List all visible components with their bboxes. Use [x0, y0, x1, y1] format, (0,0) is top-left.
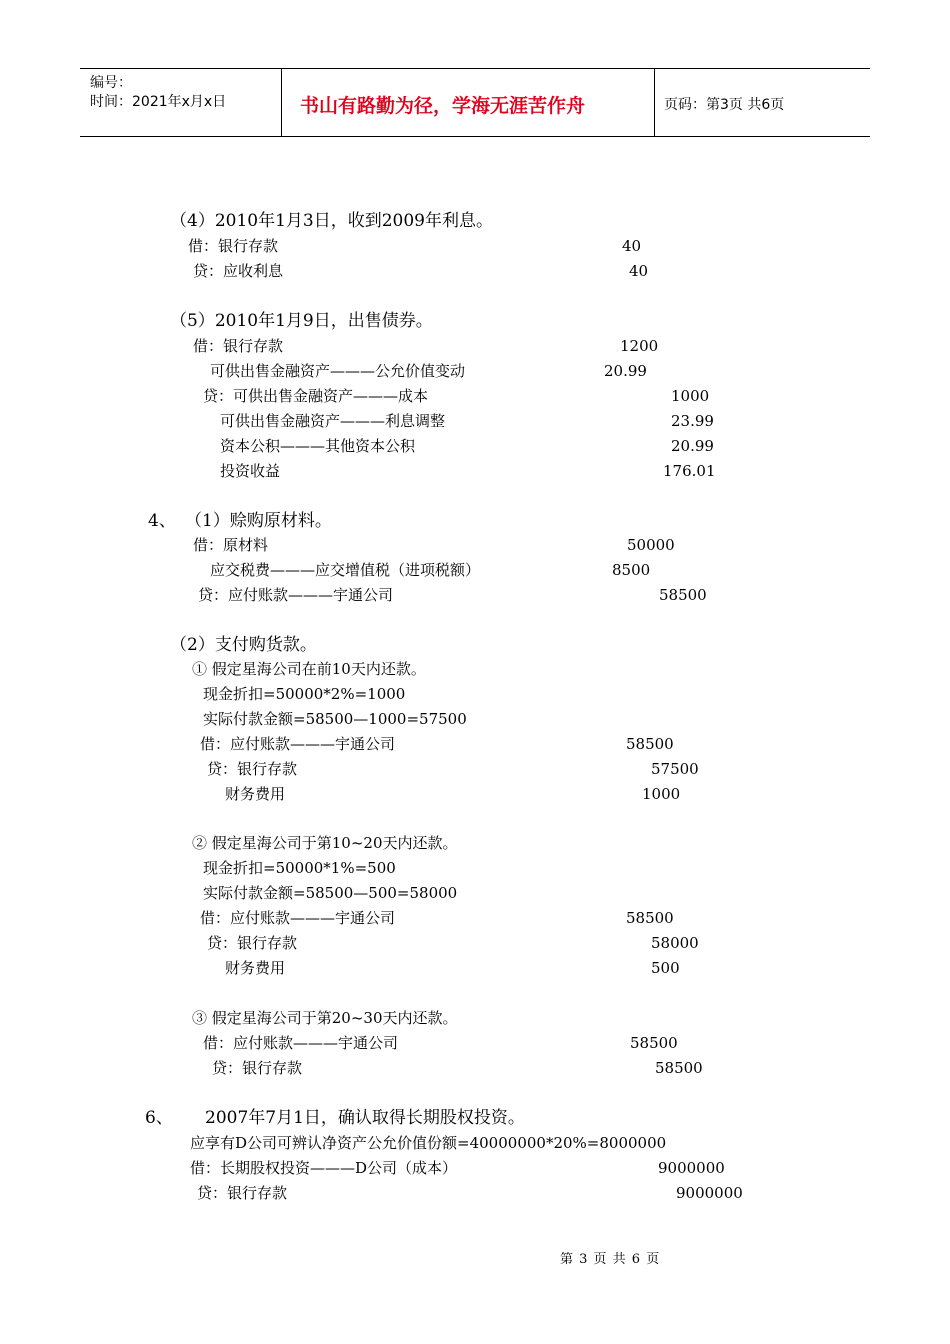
entry-account: 借：应付账款———宇通公司	[200, 735, 396, 753]
entry-amount: 9000000	[676, 1184, 743, 1202]
section-title: （2）支付购货款。	[170, 635, 317, 655]
entry-account: 贷：可供出售金融资产———成本	[203, 387, 429, 405]
entry-account: 应交税费———应交增值税（进项税额）	[210, 561, 481, 579]
entry-amount: 40	[629, 262, 649, 280]
entry-amount: 58500	[659, 586, 707, 604]
calculation-line: 现金折扣=50000*2%=1000	[203, 685, 406, 703]
entry-account: 借：银行存款	[188, 237, 279, 255]
entry-amount: 58500	[630, 1034, 678, 1052]
calculation-line: 应享有D公司可辨认净资产公允价值份额=40000000*20%=8000000	[190, 1134, 667, 1152]
entry-account: 可供出售金融资产———利息调整	[220, 412, 446, 430]
entry-amount: 20.99	[604, 362, 647, 380]
case-title: ① 假定星海公司在前10天内还款。	[192, 660, 426, 678]
page-footer: 第 3 页 共 6 页	[560, 1252, 661, 1267]
entry-account: 贷：应收利息	[193, 262, 284, 280]
entry-amount: 58000	[651, 934, 699, 952]
entry-account: 财务费用	[225, 785, 286, 803]
entry-account: 借：银行存款	[193, 337, 284, 355]
section-title: 2007年7月1日，确认取得长期股权投资。	[205, 1108, 525, 1128]
section-title: （4）2010年1月3日，收到2009年利息。	[170, 211, 493, 231]
entry-account: 借：应付账款———宇通公司	[203, 1034, 399, 1052]
motto-text: 书山有路勤为径，学海无涯苦作舟	[300, 95, 586, 117]
entry-amount: 1000	[642, 785, 681, 803]
entry-account: 借：应付账款———宇通公司	[200, 909, 396, 927]
header-meta	[80, 69, 280, 136]
entry-account: 贷：银行存款	[207, 760, 298, 778]
entry-amount: 23.99	[671, 412, 714, 430]
entry-amount: 9000000	[658, 1159, 725, 1177]
entry-account: 贷：银行存款	[197, 1184, 288, 1202]
header-time: 时间：2021年x月x日	[90, 94, 227, 110]
entry-account: 贷：银行存款	[207, 934, 298, 952]
entry-amount: 20.99	[671, 437, 714, 455]
header-page-text: 页码：第3页 共6页	[664, 97, 785, 113]
entry-account: 借：原材料	[193, 536, 269, 554]
question-number: 4、	[148, 511, 176, 531]
entry-amount: 176.01	[663, 462, 716, 480]
page-header	[80, 68, 870, 137]
entry-account: 借：长期股权投资———D公司（成本）	[190, 1159, 458, 1177]
calculation-line: 实际付款金额=58500—1000=57500	[203, 710, 467, 728]
header-number: 编号：	[90, 75, 132, 91]
entry-amount: 57500	[651, 760, 699, 778]
calculation-line: 现金折扣=50000*1%=500	[203, 859, 396, 877]
entry-amount: 50000	[627, 536, 675, 554]
entry-amount: 58500	[626, 735, 674, 753]
entry-amount: 8500	[612, 561, 651, 579]
entry-account: 财务费用	[225, 959, 286, 977]
header-page	[654, 69, 870, 136]
entry-amount: 40	[622, 237, 642, 255]
entry-amount: 1200	[620, 337, 659, 355]
entry-account: 资本公积———其他资本公积	[220, 437, 416, 455]
entry-account: 贷：银行存款	[212, 1059, 303, 1077]
header-motto	[281, 69, 655, 136]
entry-amount: 58500	[626, 909, 674, 927]
entry-account: 可供出售金融资产———公允价值变动	[210, 362, 466, 380]
entry-account: 贷：应付账款———宇通公司	[198, 586, 394, 604]
calculation-line: 实际付款金额=58500—500=58000	[203, 884, 458, 902]
section-title: （1）赊购原材料。	[185, 511, 332, 531]
case-title: ② 假定星海公司于第10~20天内还款。	[192, 834, 458, 852]
entry-amount: 500	[651, 959, 680, 977]
entry-amount: 1000	[671, 387, 710, 405]
question-number: 6、	[145, 1108, 173, 1128]
case-title: ③ 假定星海公司于第20~30天内还款。	[192, 1009, 458, 1027]
entry-amount: 58500	[655, 1059, 703, 1077]
entry-account: 投资收益	[220, 462, 281, 480]
section-title: （5）2010年1月9日，出售债券。	[170, 311, 433, 331]
